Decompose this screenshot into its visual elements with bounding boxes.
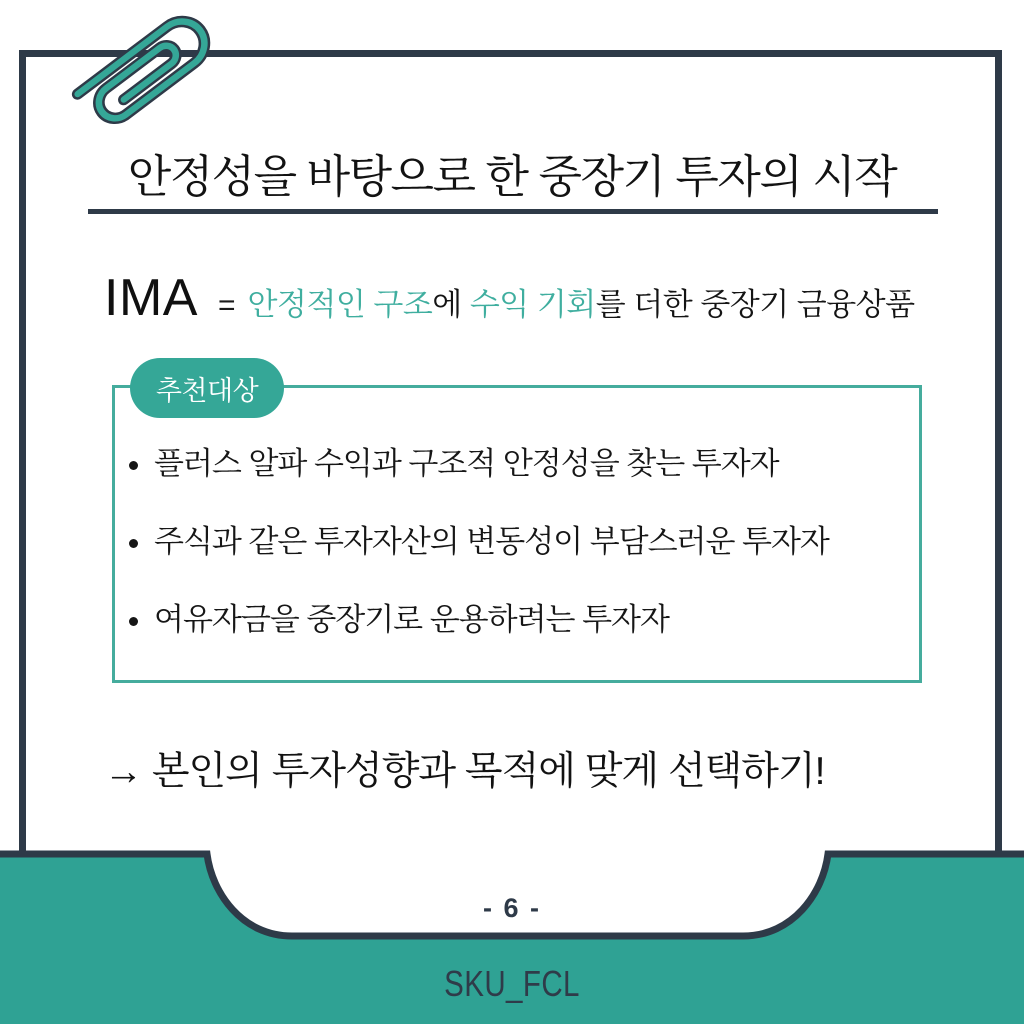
term-ima: IMA [104, 269, 198, 327]
equals-sign: = [217, 289, 236, 322]
title-underline [88, 209, 938, 214]
bullet-item: • 여유자금을 중장기로 운용하려는 투자자 [154, 603, 829, 636]
conclusion-text: → 본인의 투자성향과 목적에 맞게 선택하기! [104, 750, 825, 793]
page-number: - 6 - [482, 893, 541, 923]
bullet-item: • 주식과 같은 투자자산의 변동성이 부담스러운 투자자 [154, 525, 829, 558]
definition-accent-1: 안정적인 구조 [247, 287, 433, 322]
definition-mid: 에 [432, 287, 470, 322]
definition-tail: 를 더한 중장기 금융상품 [595, 287, 915, 322]
recommend-badge: 추천대상 [130, 358, 284, 418]
definition-line [104, 268, 964, 328]
page-title: 안정성을 바탕으로 한 중장기 투자의 시작 [127, 151, 897, 202]
bullet-item: • 플러스 알파 수익과 구조적 안정성을 찾는 투자자 [154, 447, 829, 480]
definition-accent-2: 수익 기회 [469, 287, 596, 322]
credit-text: SKU_FCL [444, 963, 580, 1004]
bullet-list [128, 447, 829, 681]
